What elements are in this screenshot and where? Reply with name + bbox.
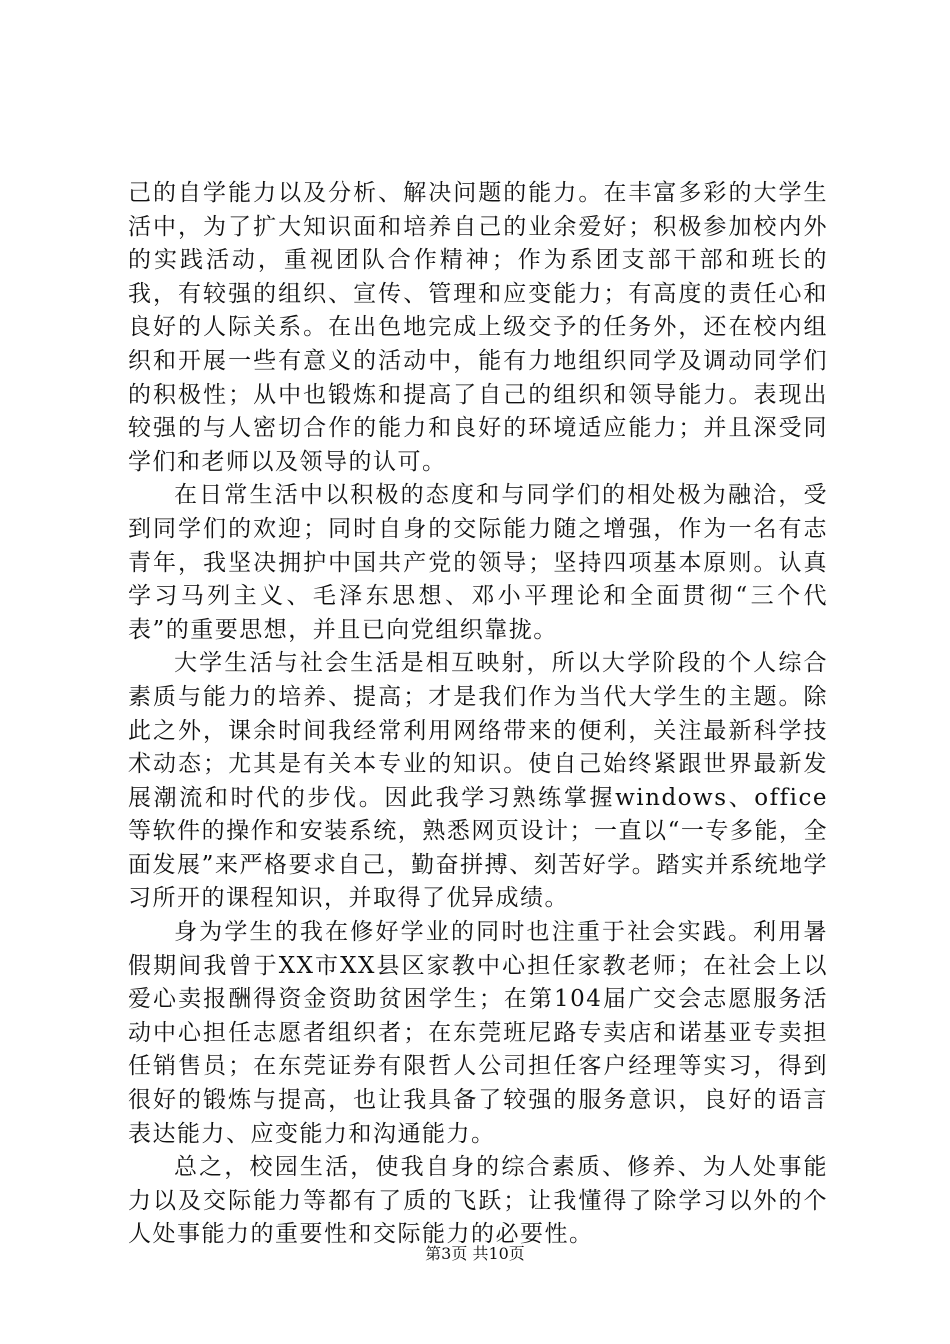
- page-number-footer: 第3页 共10页: [425, 1244, 525, 1263]
- paragraph-continued: 己的自学能力以及分析、解决问题的能力。在丰富多彩的大学生活中，为了扩大知识面和培养自己的业余爱好；积极参加校内外的实践活动，重视团队合作精神；作为系团支部干部和班长的我，有较强的组织、宣传、管理和应变能力；有高度的责任心和良好的人际关系。在出色地完成上级交予的任务外，还在校内组织和开展一些有意义的活动中，能有力地组织同学及调动同学们的积极性；从中也锻炼和提高了自己的组织和领导能力。表现出较强的与人密切合作的能力和良好的环境适应能力；并且深受同学们和老师以及领导的认可。: [128, 180, 828, 475]
- paragraph-social-practice: 身为学生的我在修好学业的同时也注重于社会实践。利用暑假期间我曾于XX市XX县区家教中心担任家教老师；在社会上以爱心卖报酬得资金资助贫困学生；在第104届广交会志愿服务活动中心担任志愿者组织者；在东莞班尼路专卖店和诺基亚专卖担任销售员；在东莞证券有限哲人公司担任客户经理等实习，得到很好的锻炼与提高，也让我具备了较强的服务意识，良好的语言表达能力、应变能力和沟通能力。: [128, 919, 828, 1147]
- paragraph-daily-life: 在日常生活中以积极的态度和与同学们的相处极为融洽，受到同学们的欢迎；同时自身的交际能力随之增强，作为一名有志青年，我坚决拥护中国共产党的领导；坚持四项基本原则。认真学习马列主义、毛泽东思想、邓小平理论和全面贯彻“三个代表”的重要思想，并且已向党组织靠拢。: [128, 482, 828, 643]
- paragraph-summary: 总之，校园生活，使我自身的综合素质、修养、为人处事能力以及交际能力等都有了质的飞跃；让我懂得了除学习以外的个人处事能力的重要性和交际能力的必要性。: [128, 1154, 828, 1248]
- paragraph-study: 大学生活与社会生活是相互映射，所以大学阶段的个人综合素质与能力的培养、提高；才是我们作为当代大学生的主题。除此之外，课余时间我经常利用网络带来的便利，关注最新科学技术动态；尤其是有关本专业的知识。使自己始终紧跟世界最新发展潮流和时代的步伐。因此我学习熟练掌握windows、office等软件的操作和安装系统，熟悉网页设计；一直以“一专多能，全面发展”来严格要求自己，勤奋拼搏、刻苦好学。踏实并系统地学习所开的课程知识，并取得了优异成绩。: [128, 650, 828, 912]
- document-body: [128, 177, 828, 1252]
